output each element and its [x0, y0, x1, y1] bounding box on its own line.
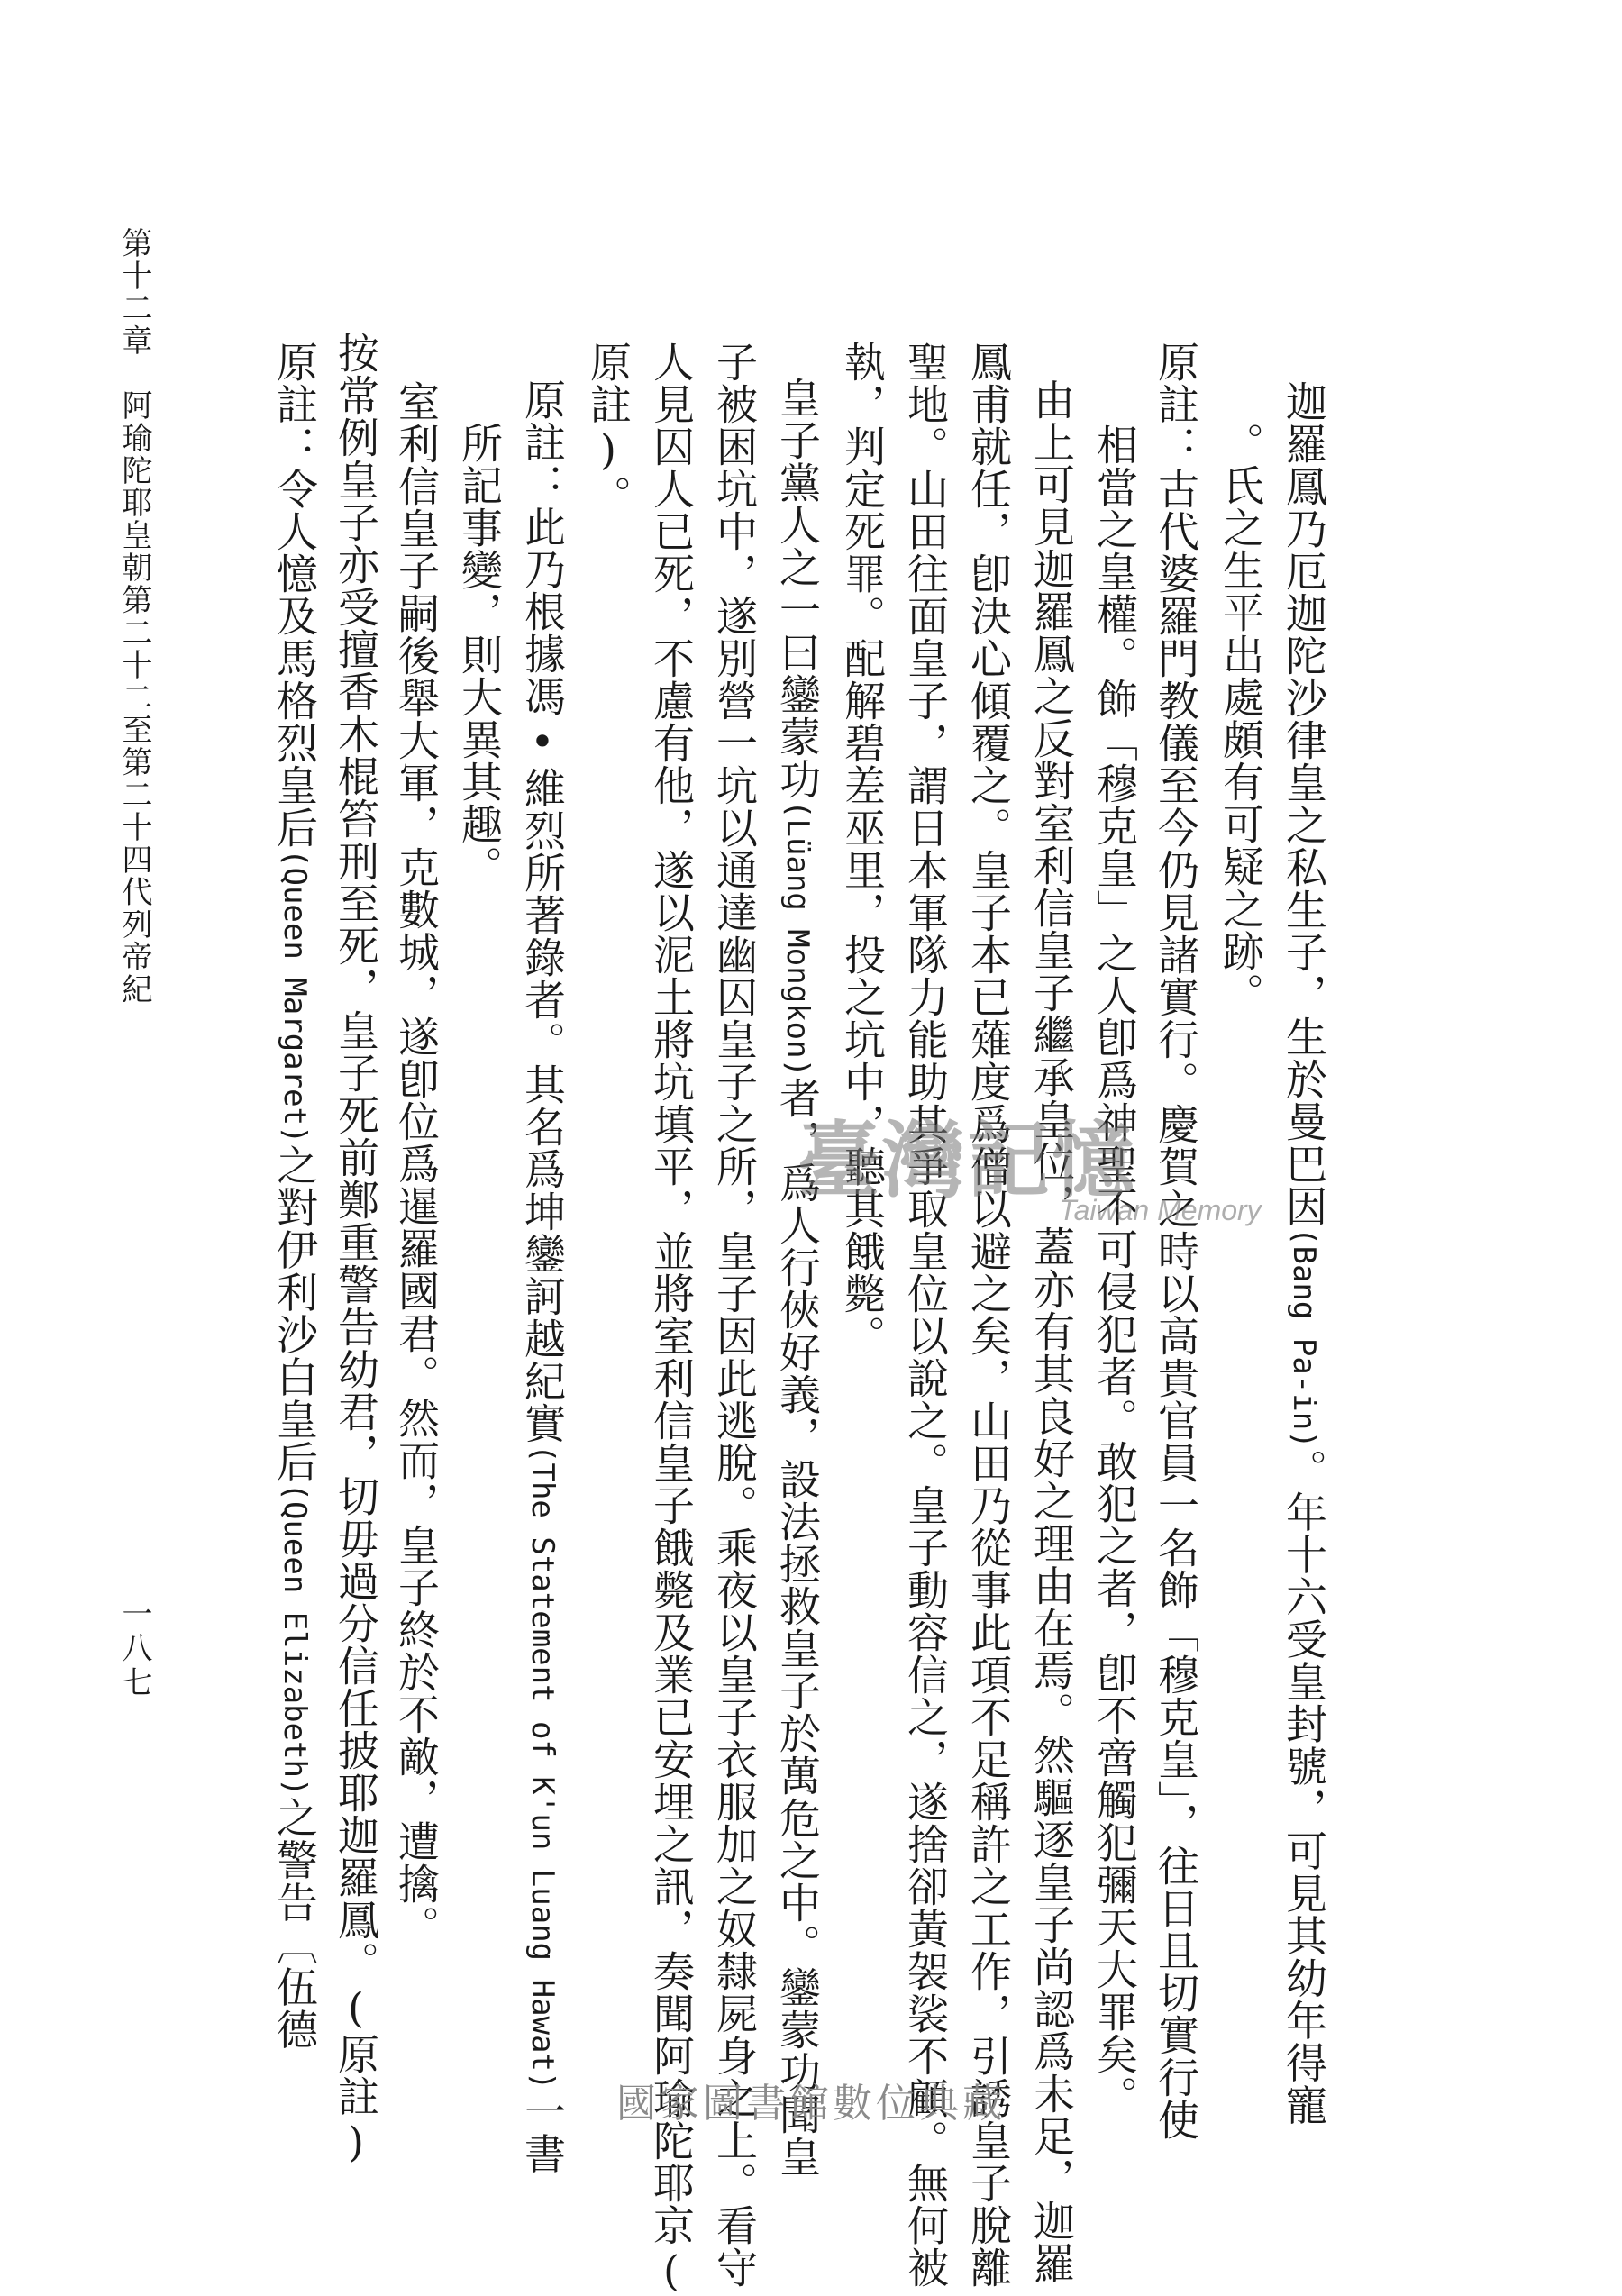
text-column: 室利信皇子嗣後舉大軍，克數城，遂卽位爲暹羅國君。然而，皇子終於不敵，遭擒。	[392, 380, 441, 1947]
text-column: 聖地。山田往面皇子，謂日本軍隊力能助其爭取皇位以說之。皇子動容信之，遂捨卻黃袈裟不顧。無何被	[901, 341, 950, 2289]
text-column: 所記事變，則大異其趣。	[455, 422, 504, 888]
text-column: 皇子黨人之一曰鑾蒙功(Lüang Mongkon)者，爲人行俠好義，設法拯救皇子於萬危之中。鑾蒙功聞皇	[773, 377, 822, 2179]
text-column: 迦羅鳳乃厄迦陀沙律皇之私生子，生於曼巴因(Bang Pa-in)。年十六受皇封號，可見其幼年得寵	[1280, 380, 1328, 2127]
page-number: 一八七	[116, 1598, 152, 1700]
archive-footer: 國家圖書館數位典藏	[616, 2081, 1006, 2127]
text-column: 按常例皇子亦受擅香木棍笞刑至死，皇子死前鄭重警告幼君，切毋過分信任披耶迦羅鳳。(原註)	[332, 332, 380, 2167]
text-column: 人見囚人已死，不慮有他，遂以泥土將坑填平，並將室利信皇子餓斃及業已安埋之訊，奏聞阿瑜陀耶京(	[647, 341, 696, 2296]
text-column: 原註)。	[584, 341, 633, 517]
watermark-logo: 臺灣記憶	[797, 1112, 1137, 1209]
text-column: 由上可見迦羅鳳之反對室利信皇子繼承皇位，蓋亦有其良好之理由在焉。然驅逐皇子尚認爲未足，迦羅	[1027, 378, 1076, 2284]
text-column: 原註：古代婆羅門教儀至今仍見諸實行。慶賀之時以高貴官員一名飾「穆克皇」，往日且切實行使	[1152, 341, 1200, 2141]
running-head: 第十二章 阿瑜陀耶皇朝第二十二至第二十四代列帝紀	[116, 227, 152, 1006]
text-column: 原註：令人憶及馬格烈皇后(Queen Margaret)之對伊利沙白皇后(Queen Elizabeth)之警告〔伍德	[270, 341, 319, 2051]
text-column: 執，判定死罪。配解碧差巫里，投之坑中，聽其餓斃。	[838, 341, 887, 1357]
watermark-subtitle: Taiwan Memory	[1059, 1194, 1262, 1226]
text-column: 。氏之生平出處頗有可疑之跡。	[1216, 422, 1265, 1015]
text-column: 原註：此乃根據馮•維烈所著錄者。其名爲坤鑾訶越紀實(The Statement of K'un Luang Hawat)一書	[518, 378, 567, 2175]
text-column: 相當之皇權。飾「穆克皇」之人卽爲神聖不可侵犯者。敢犯之者，卽不啻觸犯彌天大罪矣。	[1090, 424, 1139, 2118]
text-column: 子被困坑中，遂別營一坑以通達幽囚皇子之所，皇子因此逃脫。乘夜以皇子衣服加之奴隸屍身之上。看守	[710, 341, 759, 2289]
text-column: 鳳甫就任，卽決心傾覆之。皇子本已薙度爲僧以避之矣，山田乃從事此項不足稱許之工作，引誘皇子脫離	[964, 341, 1013, 2289]
